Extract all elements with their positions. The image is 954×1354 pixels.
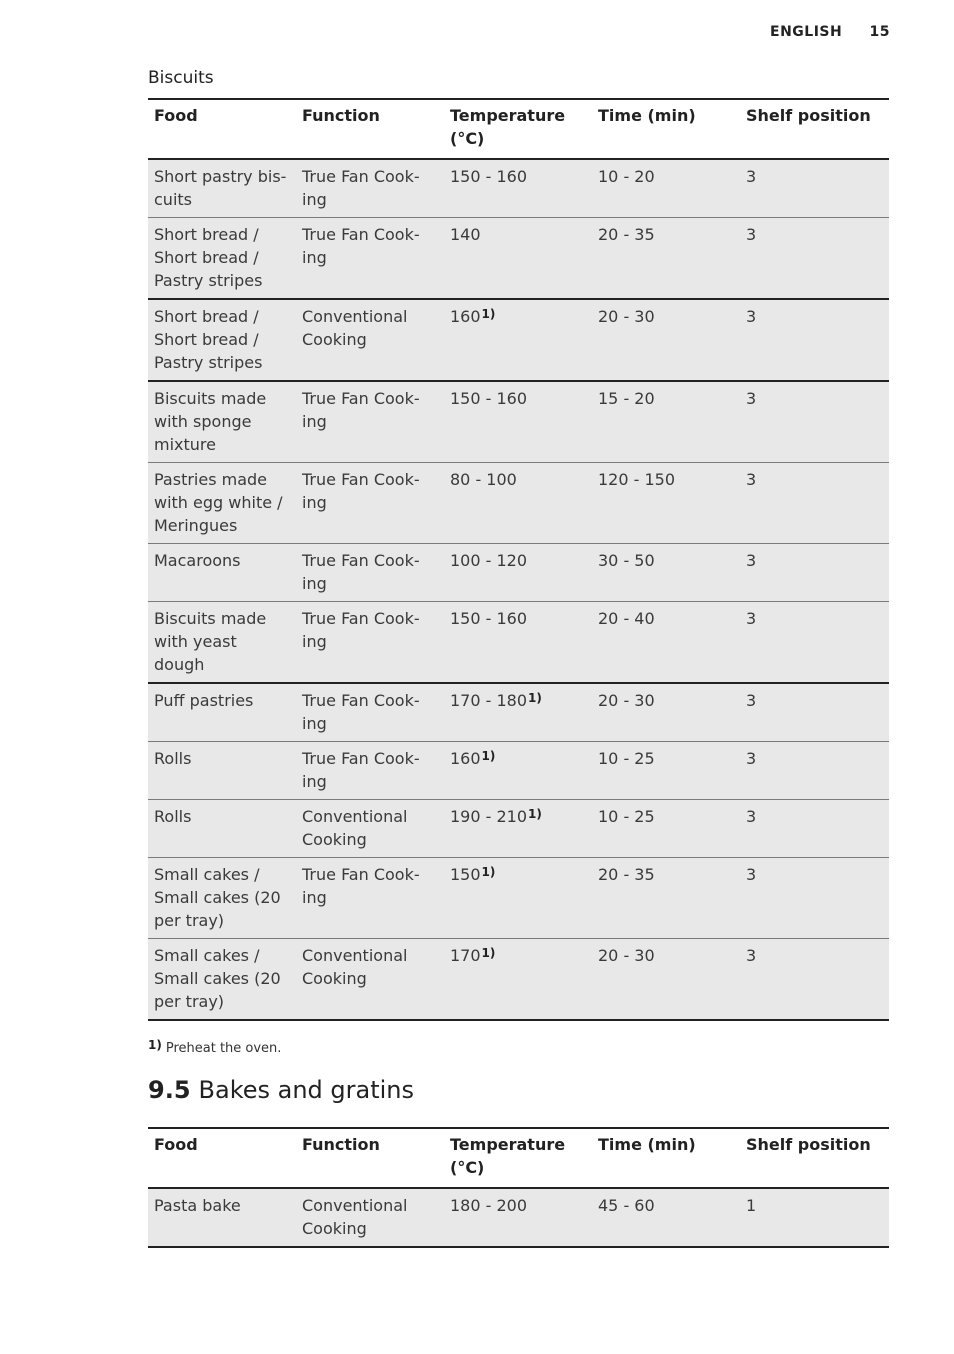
time-cell-text: 20 - 30 — [598, 307, 655, 326]
shelf-position-cell-text: 3 — [746, 167, 757, 186]
time-cell — [592, 159, 740, 218]
food-cell-text: Short pastry bis-cuits — [154, 167, 287, 209]
page-header — [0, 22, 890, 40]
column-header-function: Function — [296, 1128, 444, 1188]
table-row — [148, 1188, 889, 1247]
time-cell-text: 45 - 60 — [598, 1196, 655, 1215]
food-cell — [148, 683, 296, 742]
food-cell-text: Small cakes / Small cakes (20 per tray) — [154, 946, 281, 1011]
food-cell — [148, 742, 296, 800]
temperature-cell — [444, 742, 592, 800]
time-cell-text: 15 - 20 — [598, 389, 655, 408]
function-cell-text: True Fan Cook-ing — [302, 389, 420, 431]
temperature-cell-text: 170 — [450, 946, 481, 965]
function-cell — [296, 1188, 444, 1247]
shelf-position-cell — [740, 299, 889, 381]
shelf-position-cell — [740, 742, 889, 800]
temperature-cell — [444, 381, 592, 463]
bakes-gratins-table — [148, 1127, 889, 1248]
column-header-food: Food — [148, 99, 296, 159]
column-header-time: Time (min) — [592, 99, 740, 159]
function-cell-text: True Fan Cook-ing — [302, 225, 420, 267]
section-title: Bakes and gratins — [198, 1076, 415, 1104]
function-cell — [296, 218, 444, 300]
shelf-position-cell — [740, 939, 889, 1021]
food-cell — [148, 299, 296, 381]
food-cell-text: Short bread / Short bread / Pastry stripes — [154, 225, 263, 290]
function-cell — [296, 742, 444, 800]
food-cell — [148, 463, 296, 544]
shelf-position-cell-text: 3 — [746, 551, 757, 570]
footnote-reference: 1) — [481, 307, 496, 321]
food-cell-text: Short bread / Short bread / Pastry stripes — [154, 307, 263, 372]
footnote — [148, 1038, 281, 1056]
function-cell-text: Conventional Cooking — [302, 307, 408, 349]
food-cell — [148, 159, 296, 218]
function-cell-text: True Fan Cook-ing — [302, 691, 420, 733]
time-cell-text: 10 - 20 — [598, 167, 655, 186]
table-row — [148, 218, 889, 300]
temperature-cell-text: 100 - 120 — [450, 551, 528, 570]
table-row — [148, 683, 889, 742]
function-cell-text: True Fan Cook-ing — [302, 749, 420, 791]
food-cell-text: Small cakes / Small cakes (20 per tray) — [154, 865, 281, 930]
temperature-cell — [444, 159, 592, 218]
shelf-position-cell-text: 3 — [746, 749, 757, 768]
temperature-cell-text: 150 - 160 — [450, 609, 528, 628]
shelf-position-cell — [740, 1188, 889, 1247]
column-header-temperature: Temperature (°C) — [444, 99, 592, 159]
function-cell — [296, 159, 444, 218]
food-cell — [148, 800, 296, 858]
time-cell-text: 20 - 30 — [598, 946, 655, 965]
food-cell-text: Pastries made with egg white / Meringues — [154, 470, 283, 535]
time-cell-text: 10 - 25 — [598, 749, 655, 768]
function-cell-text: Conventional Cooking — [302, 946, 408, 988]
page-number: 15 — [869, 24, 890, 40]
food-cell — [148, 858, 296, 939]
shelf-position-cell — [740, 683, 889, 742]
table-row — [148, 299, 889, 381]
time-cell — [592, 683, 740, 742]
temperature-cell — [444, 299, 592, 381]
table-caption-biscuits: Biscuits — [148, 68, 214, 88]
temperature-cell-text: 140 — [450, 225, 481, 244]
table-row — [148, 800, 889, 858]
time-cell-text: 30 - 50 — [598, 551, 655, 570]
table-header-row — [148, 1128, 889, 1188]
shelf-position-cell — [740, 381, 889, 463]
footnote-marker: 1) — [148, 1038, 162, 1052]
temperature-cell-text: 160 — [450, 749, 481, 768]
food-cell — [148, 602, 296, 684]
shelf-position-cell-text: 1 — [746, 1196, 757, 1215]
time-cell — [592, 544, 740, 602]
food-cell — [148, 218, 296, 300]
food-cell — [148, 1188, 296, 1247]
temperature-cell — [444, 602, 592, 684]
footnote-reference: 1) — [481, 946, 496, 960]
time-cell-text: 120 - 150 — [598, 470, 676, 489]
temperature-cell — [444, 544, 592, 602]
time-cell — [592, 218, 740, 300]
time-cell — [592, 939, 740, 1021]
shelf-position-cell — [740, 602, 889, 684]
function-cell — [296, 800, 444, 858]
time-cell — [592, 742, 740, 800]
function-cell-text: Conventional Cooking — [302, 807, 408, 849]
function-cell — [296, 683, 444, 742]
temperature-cell-text: 150 - 160 — [450, 167, 528, 186]
function-cell — [296, 939, 444, 1021]
temperature-cell-text: 180 - 200 — [450, 1196, 528, 1215]
function-cell-text: True Fan Cook-ing — [302, 167, 420, 209]
footnote-text: Preheat the oven. — [165, 1041, 282, 1056]
column-header-time: Time (min) — [592, 1128, 740, 1188]
time-cell — [592, 858, 740, 939]
food-cell-text: Rolls — [154, 807, 192, 826]
shelf-position-cell-text: 3 — [746, 307, 757, 326]
table-row — [148, 159, 889, 218]
table-header-row — [148, 99, 889, 159]
temperature-cell-text: 80 - 100 — [450, 470, 517, 489]
footnote-reference: 1) — [481, 865, 496, 879]
temperature-cell — [444, 1188, 592, 1247]
food-cell-text: Pasta bake — [154, 1196, 241, 1215]
shelf-position-cell-text: 3 — [746, 946, 757, 965]
function-cell — [296, 463, 444, 544]
section-number: 9.5 — [148, 1076, 191, 1104]
food-cell — [148, 939, 296, 1021]
function-cell — [296, 544, 444, 602]
food-cell-text: Macaroons — [154, 551, 241, 570]
shelf-position-cell — [740, 463, 889, 544]
function-cell — [296, 381, 444, 463]
table-row — [148, 463, 889, 544]
column-header-shelf-position: Shelf position — [740, 99, 889, 159]
function-cell — [296, 299, 444, 381]
time-cell-text: 10 - 25 — [598, 807, 655, 826]
food-cell-text: Rolls — [154, 749, 192, 768]
shelf-position-cell — [740, 800, 889, 858]
time-cell — [592, 1188, 740, 1247]
language-label: ENGLISH — [770, 24, 843, 40]
column-header-food: Food — [148, 1128, 296, 1188]
temperature-cell-text: 170 - 180 — [450, 691, 528, 710]
temperature-cell — [444, 463, 592, 544]
table-row — [148, 381, 889, 463]
temperature-cell-text: 150 - 160 — [450, 389, 528, 408]
food-cell-text: Puff pastries — [154, 691, 254, 710]
temperature-cell — [444, 218, 592, 300]
function-cell-text: Conventional Cooking — [302, 1196, 408, 1238]
function-cell — [296, 858, 444, 939]
time-cell-text: 20 - 40 — [598, 609, 655, 628]
shelf-position-cell — [740, 159, 889, 218]
food-cell-text: Biscuits made with yeast dough — [154, 609, 267, 674]
temperature-cell — [444, 858, 592, 939]
footnote-reference: 1) — [528, 691, 542, 705]
temperature-cell-text: 150 — [450, 865, 481, 884]
shelf-position-cell — [740, 218, 889, 300]
shelf-position-cell — [740, 858, 889, 939]
column-header-temperature: Temperature (°C) — [444, 1128, 592, 1188]
footnote-reference: 1) — [481, 749, 496, 763]
time-cell — [592, 463, 740, 544]
temperature-cell — [444, 800, 592, 858]
food-cell-text: Biscuits made with sponge mixture — [154, 389, 267, 454]
temperature-cell — [444, 939, 592, 1021]
column-header-shelf-position: Shelf position — [740, 1128, 889, 1188]
time-cell-text: 20 - 35 — [598, 865, 655, 884]
function-cell-text: True Fan Cook-ing — [302, 609, 420, 651]
function-cell — [296, 602, 444, 684]
time-cell — [592, 299, 740, 381]
shelf-position-cell-text: 3 — [746, 807, 757, 826]
footnote-reference: 1) — [528, 807, 542, 821]
time-cell — [592, 800, 740, 858]
column-header-function: Function — [296, 99, 444, 159]
temperature-cell-text: 190 - 210 — [450, 807, 528, 826]
shelf-position-cell-text: 3 — [746, 691, 757, 710]
shelf-position-cell-text: 3 — [746, 865, 757, 884]
temperature-cell — [444, 683, 592, 742]
table-row — [148, 858, 889, 939]
shelf-position-cell-text: 3 — [746, 609, 757, 628]
function-cell-text: True Fan Cook-ing — [302, 470, 420, 512]
time-cell-text: 20 - 35 — [598, 225, 655, 244]
function-cell-text: True Fan Cook-ing — [302, 551, 420, 593]
table-row — [148, 742, 889, 800]
food-cell — [148, 381, 296, 463]
shelf-position-cell-text: 3 — [746, 470, 757, 489]
table-row — [148, 602, 889, 684]
table-row — [148, 544, 889, 602]
shelf-position-cell-text: 3 — [746, 389, 757, 408]
shelf-position-cell — [740, 544, 889, 602]
time-cell-text: 20 - 30 — [598, 691, 655, 710]
function-cell-text: True Fan Cook-ing — [302, 865, 420, 907]
section-heading — [148, 1076, 414, 1104]
temperature-cell-text: 160 — [450, 307, 481, 326]
table-row — [148, 939, 889, 1021]
time-cell — [592, 381, 740, 463]
food-cell — [148, 544, 296, 602]
shelf-position-cell-text: 3 — [746, 225, 757, 244]
biscuits-table — [148, 98, 889, 1021]
time-cell — [592, 602, 740, 684]
